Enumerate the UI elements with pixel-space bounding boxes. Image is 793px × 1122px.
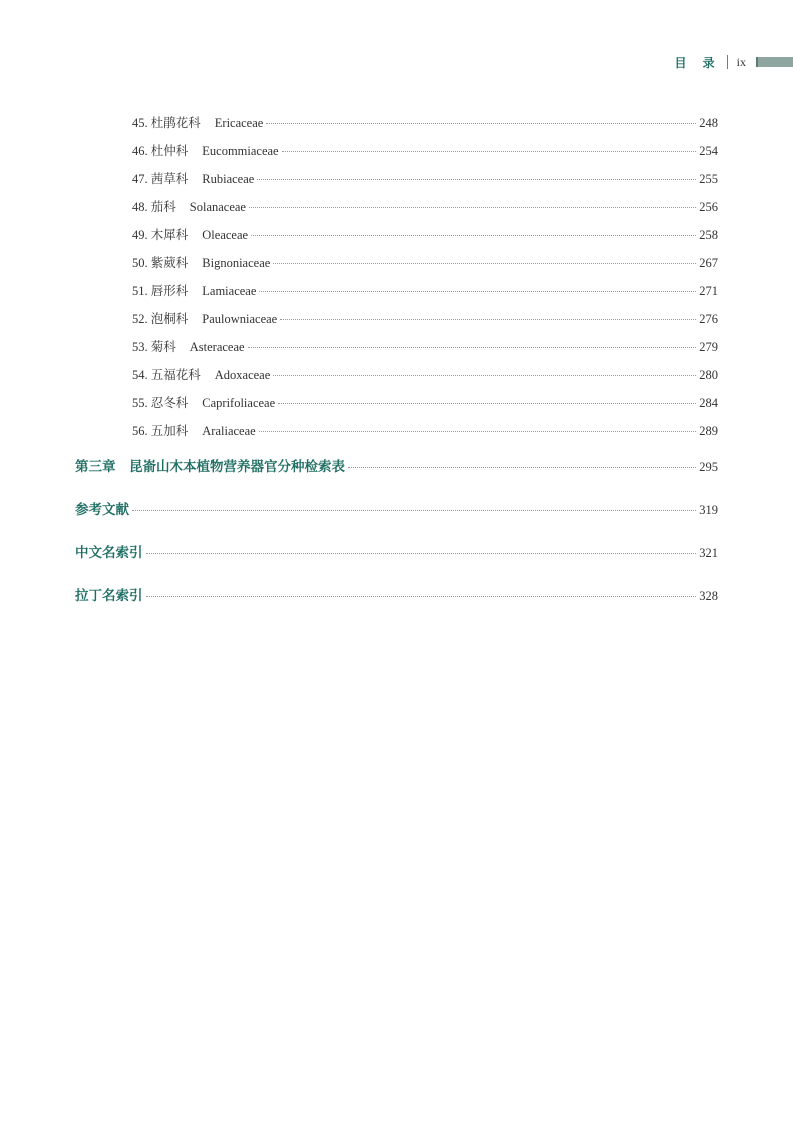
entry-latin-name: Asteraceae: [189, 340, 245, 354]
entry-page-number: 289: [699, 424, 718, 438]
entry-latin-name: Bignoniaceae: [202, 256, 271, 270]
leader-dots: [259, 291, 696, 292]
entry-page-number: 279: [699, 340, 718, 354]
section-title: 中文名索引: [75, 545, 143, 561]
section-page-number: 319: [699, 503, 718, 517]
entry-page-number: 284: [699, 396, 718, 410]
entry-chinese-name: 48. 茄科: [132, 200, 176, 214]
entry-chinese-name: 45. 杜鹃花科: [132, 116, 201, 130]
entry-page-number: 271: [699, 284, 718, 298]
leader-dots: [146, 553, 697, 554]
entry-chinese-name: 54. 五福花科: [132, 368, 201, 382]
leader-dots: [273, 375, 696, 376]
section-page-number: 321: [699, 546, 718, 560]
entry-chinese-name: 56. 五加科: [132, 424, 189, 438]
header-title: 目 录: [674, 55, 721, 70]
section-title: 第三章 昆嵛山木本植物营养器官分种检索表: [75, 459, 345, 475]
entry-chinese-name: 53. 菊科: [132, 340, 176, 354]
entry-page-number: 280: [699, 368, 718, 382]
entry-chinese-name: 55. 忍冬科: [132, 396, 189, 410]
entry-page-number: 267: [699, 256, 718, 270]
section-page-number: 328: [699, 589, 718, 603]
section-title: 参考文献: [75, 502, 129, 518]
toc-entry[interactable]: [132, 365, 718, 383]
entry-page-number: 254: [699, 144, 718, 158]
section-page-number: 295: [699, 460, 718, 474]
toc-section-chapter-3[interactable]: [75, 455, 718, 475]
toc-section-references[interactable]: [75, 498, 718, 518]
leader-dots: [259, 431, 697, 432]
leader-dots: [282, 151, 697, 152]
entry-chinese-name: 49. 木犀科: [132, 228, 189, 242]
toc-entry[interactable]: [132, 421, 718, 439]
entry-chinese-name: 52. 泡桐科: [132, 312, 189, 326]
toc-section-latin-index[interactable]: [75, 584, 718, 604]
leader-dots: [273, 263, 696, 264]
entry-latin-name: Ericaceae: [214, 116, 264, 130]
toc-entry[interactable]: [132, 197, 718, 215]
entry-latin-name: Araliaceae: [202, 424, 256, 438]
entry-chinese-name: 47. 茜草科: [132, 172, 189, 186]
toc-entry[interactable]: [132, 225, 718, 243]
entry-page-number: 255: [699, 172, 718, 186]
leader-dots: [266, 123, 696, 124]
entry-chinese-name: 46. 杜仲科: [132, 144, 189, 158]
leader-dots: [280, 319, 696, 320]
entry-page-number: 256: [699, 200, 718, 214]
entry-latin-name: Eucommiaceae: [202, 144, 279, 158]
entry-page-number: 276: [699, 312, 718, 326]
leader-dots: [249, 207, 696, 208]
entry-latin-name: Solanaceae: [189, 200, 246, 214]
entry-latin-name: Caprifoliaceae: [202, 396, 276, 410]
section-title: 拉丁名索引: [75, 588, 143, 604]
entry-chinese-name: 51. 唇形科: [132, 284, 189, 298]
entry-latin-name: Rubiaceae: [202, 172, 255, 186]
toc-entry[interactable]: [132, 337, 718, 355]
toc-entry[interactable]: [132, 169, 718, 187]
toc-entry[interactable]: [132, 141, 718, 159]
leader-dots: [348, 467, 696, 468]
header-divider: [727, 55, 728, 69]
entry-latin-name: Oleaceae: [202, 228, 249, 242]
entry-page-number: 248: [699, 116, 718, 130]
toc-entry[interactable]: [132, 113, 718, 131]
running-header: [674, 52, 793, 72]
header-page-number: ix: [736, 54, 746, 69]
leader-dots: [132, 510, 696, 511]
leader-dots: [251, 235, 696, 236]
leader-dots: [278, 403, 696, 404]
toc-entry[interactable]: [132, 393, 718, 411]
entry-latin-name: Lamiaceae: [202, 284, 257, 298]
entry-latin-name: Adoxaceae: [214, 368, 271, 382]
entry-chinese-name: 50. 紫葳科: [132, 256, 189, 270]
toc-entry[interactable]: [132, 309, 718, 327]
toc-entry[interactable]: [132, 253, 718, 271]
leader-dots: [248, 347, 697, 348]
toc-entry[interactable]: [132, 281, 718, 299]
leader-dots: [146, 596, 697, 597]
entry-page-number: 258: [699, 228, 718, 242]
leader-dots: [257, 179, 696, 180]
toc-section-chinese-index[interactable]: [75, 541, 718, 561]
header-decorative-bar: [756, 57, 793, 67]
entry-latin-name: Paulowniaceae: [202, 312, 278, 326]
